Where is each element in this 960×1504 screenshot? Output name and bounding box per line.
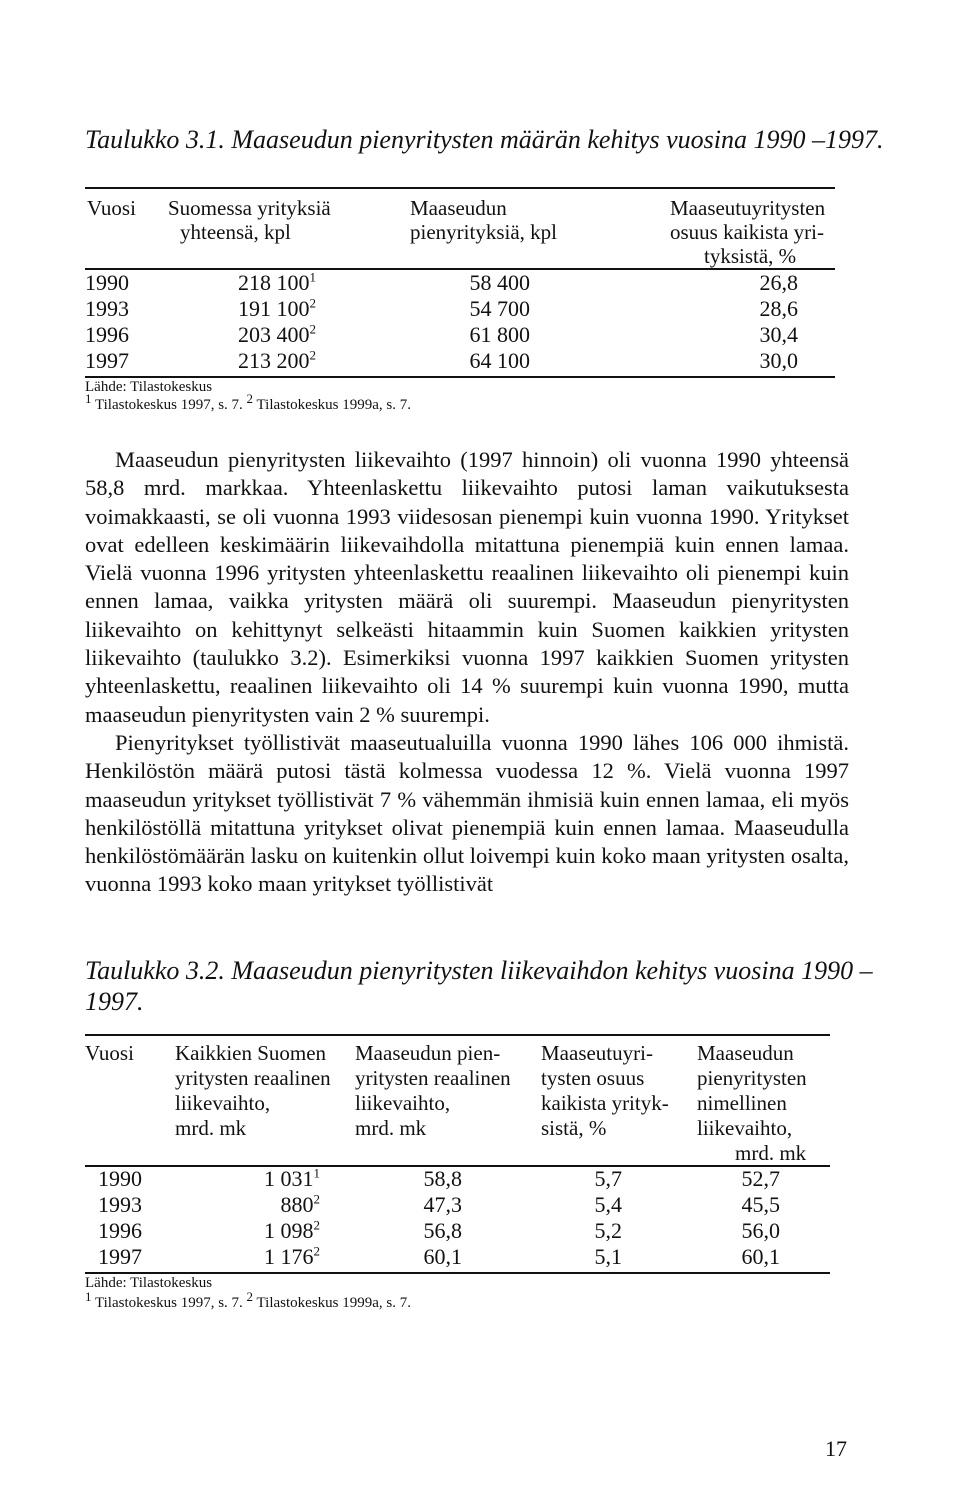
table1-header-year: Vuosi — [87, 196, 136, 220]
table2-footnote: $^1$ Tilastokeskus 1997, s. 7. $^2$ Tilastokeskus 1999a, s. 7. — [85, 1289, 411, 1311]
table2-row-all: $880^2$ — [280, 1191, 320, 1217]
table2-row-share: 5,7 — [594, 1166, 622, 1191]
table2-row-year: 1990 — [98, 1166, 142, 1191]
table2-header-year: Vuosi — [85, 1041, 134, 1065]
table1-row-rural: 64 100 — [469, 348, 530, 373]
table2-header-nominal-line1: Maaseudun — [697, 1041, 794, 1065]
table2-header-all-line4: mrd. mk — [175, 1116, 247, 1140]
table2-row-nominal: 52,7 — [741, 1166, 780, 1191]
body-text — [85, 446, 849, 899]
table1-row-share: 30,0 — [759, 348, 798, 373]
table2-row-rural: 47,3 — [423, 1192, 462, 1217]
table2-header-share-line2: tysten osuus — [541, 1066, 645, 1090]
table2-header-share-line3: kaikista yrityk- — [541, 1091, 669, 1115]
table2-header-rural-line2: yritysten reaalinen — [355, 1066, 511, 1090]
table1-source: Lähde: Tilastokeskus — [85, 379, 213, 395]
table2-row-rural: 56,8 — [423, 1218, 462, 1243]
table1-header-rural-line2: pienyrityksiä, kpl — [410, 220, 557, 244]
table1-row-total: 203 $400^2$ — [238, 321, 316, 347]
table2-header-rural-line3: liikevaihto, — [355, 1091, 451, 1115]
table2-row-nominal: 60,1 — [741, 1244, 780, 1269]
table1-row-total: 191 $100^2$ — [238, 295, 316, 321]
table1-header-share-line2: osuus kaikista yri- — [670, 220, 824, 244]
table1-row-total: 213 $200^2$ — [238, 347, 316, 373]
table2-header-nominal-line5: mrd. mk — [735, 1141, 807, 1165]
table1-row-share: 30,4 — [759, 322, 798, 347]
table1-row-rural: 54 700 — [469, 296, 530, 321]
table1-row-year: 1997 — [85, 348, 129, 373]
table2-header-share-line4: sistä, % — [541, 1116, 607, 1140]
table1-row-rural: 61 800 — [469, 322, 530, 347]
table1-row-year: 1990 — [85, 270, 129, 295]
table2-row-all: 1 $176^2$ — [264, 1243, 320, 1269]
table2-caption-line1: Taulukko 3.2. Maaseudun pienyritysten liikevaihdon kehitys vuosina 1990 – — [85, 956, 873, 985]
table2-source: Lähde: Tilastokeskus — [85, 1275, 213, 1291]
table1-row-share: 26,8 — [759, 270, 798, 295]
table2-header-rural-line1: Maaseudun pien- — [355, 1041, 501, 1065]
page-number: 17 — [825, 1436, 847, 1461]
table1-row-year: 1993 — [85, 296, 129, 321]
table2-header-share-line1: Maaseutuyri- — [541, 1041, 653, 1065]
table2-row-nominal: 56,0 — [741, 1218, 780, 1243]
table2-row-year: 1993 — [98, 1192, 142, 1217]
table2-row-year: 1996 — [98, 1218, 142, 1243]
table2-row-rural: 60,1 — [423, 1244, 462, 1269]
table2-row-share: 5,2 — [594, 1218, 622, 1243]
table2-top-rule — [85, 1034, 830, 1036]
table1-footnote: $^1$ Tilastokeskus 1997, s. 7. $^2$ Tilastokeskus 1999a, s. 7. — [85, 391, 411, 413]
table1-header-rural-line1: Maaseudun — [410, 196, 507, 220]
table2-row-all: 1 $098^2$ — [264, 1217, 320, 1243]
table2-header-all-line2: yritysten reaalinen — [175, 1066, 331, 1090]
table1-header-total-line2: yhteensä, kpl — [180, 220, 291, 244]
table1-row-share: 28,6 — [759, 296, 798, 321]
table2-header-all-line1: Kaikkien Suomen — [175, 1041, 327, 1065]
table1-row-year: 1996 — [85, 322, 129, 347]
table1-top-rule — [85, 187, 835, 189]
table2-row-share: 5,4 — [594, 1192, 622, 1217]
table2-caption-line2: 1997. — [85, 987, 144, 1016]
table2-row-nominal: 45,5 — [741, 1192, 780, 1217]
table2-row-share: 5,1 — [594, 1244, 622, 1269]
table2-header-nominal-line2: pienyritysten — [697, 1066, 807, 1090]
table2-row-year: 1997 — [98, 1244, 142, 1269]
table2-header-nominal-line3: nimellinen — [697, 1091, 787, 1115]
body-paragraph-2: Pienyritykset työllistivät maaseutualuilla vuonna 1990 lähes 106 000 ihmistä. Henkilöstön määrä putosi tästä kolmessa vuodessa 12 %. Vielä vuonna 1997 maaseudun yritykset työllistivät 7 % vähemmän ihmisiä kuin ennen lamaa, eli myös henkilöstöllä mitattuna yritykset olivat pienempiä kuin ennen lamaa. Maaseudulla henkilöstömäärän lasku on kuitenkin ollut loivempi kuin koko maan yritysten osalta, vuonna 1993 koko maan yritykset työllistivät — [85, 729, 849, 897]
table1-caption: Taulukko 3.1. Maaseudun pienyritysten määrän kehitys vuosina 1990 –1997. — [85, 125, 884, 154]
table1-header-total-line1: Suomessa yrityksiä — [168, 196, 331, 220]
table1-header-share-line1: Maaseutuyritysten — [670, 196, 826, 220]
table2-header-all-line3: liikevaihto, — [175, 1091, 271, 1115]
table1-row-rural: 58 400 — [469, 270, 530, 295]
body-paragraph-1: Maaseudun pienyritysten liikevaihto (1997 hinnoin) oli vuonna 1990 yhteensä 58,8 mrd. markkaa. Yhteenlaskettu liikevaihto putosi laman vaikutuksesta voimakkaasti, se oli vuonna 1993 viidesosan pienempi kuin vuonna 1990. Yritykset ovat edelleen keskimäärin liikevaihdolla mitattuna pienempiä kuin ennen lamaa. Vielä vuonna 1996 yritysten yhteenlaskettu reaalinen liikevaihto oli pienempi kuin ennen lamaa, vaikka yritysten määrä oli suurempi. Maaseudun pienyritysten liikevaihto on kehittynyt selkeästi hitaammin kuin Suomen kaikkien yritysten liikevaihto (taulukko 3.2). Esimerkiksi vuonna 1997 kaikkien Suomen yritysten yhteenlaskettu, reaalinen liikevaihto oli 14 % suurempi kuin vuonna 1990, mutta maaseudun pienyritysten vain 2 % suurempi. — [85, 447, 849, 727]
table1-row-total: 218 $100^1$ — [238, 269, 316, 295]
table1-header-share-line3: tyksistä, % — [704, 244, 797, 268]
table2-row-all: 1 $031^1$ — [264, 1165, 320, 1191]
table2-row-rural: 58,8 — [423, 1166, 462, 1191]
table2-header-nominal-line4: liikevaihto, — [697, 1116, 793, 1140]
table2-header-rural-line4: mrd. mk — [355, 1116, 427, 1140]
